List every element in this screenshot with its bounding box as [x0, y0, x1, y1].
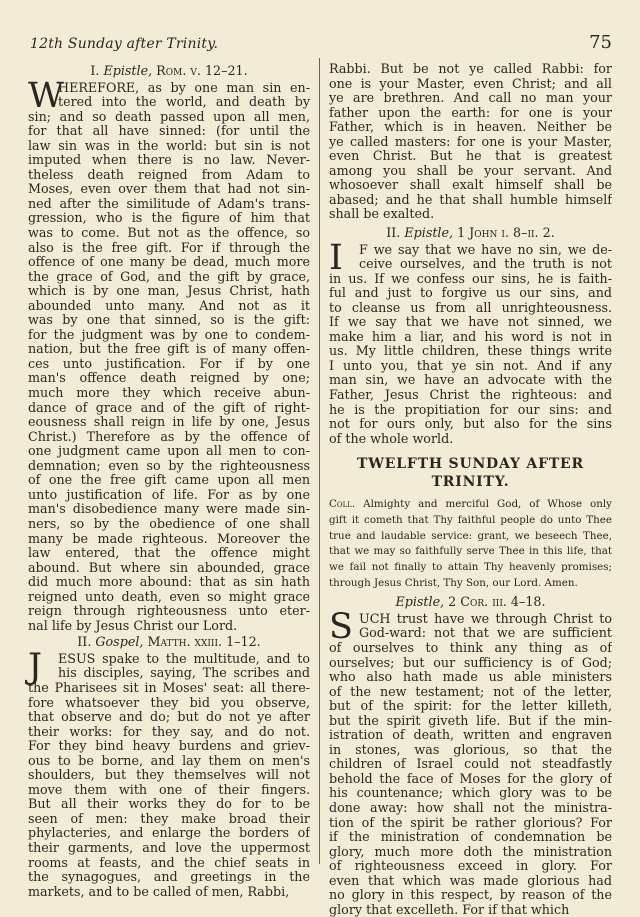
drop-cap: I — [329, 237, 343, 278]
text-line: whosoever shall exalt himself shall be — [329, 178, 612, 193]
column-divider — [319, 58, 320, 864]
text-line: which is by one man, Jesus Christ, hath — [28, 284, 310, 299]
text-line: the Pharisees sit in Moses' seat: all there- — [28, 680, 310, 695]
epistle2-heading — [329, 226, 612, 241]
text-line: dance of grace and of the gift of right- — [28, 400, 310, 415]
epistle3-text — [329, 606, 612, 917]
text-line: man sin, we have an advocate with the — [329, 373, 612, 388]
text-line: for the judgment was by one to condem- — [28, 327, 310, 342]
text-line: many be made righteous. Moreover the — [28, 531, 310, 546]
text-line: unto justification of life. For as by one — [28, 487, 310, 502]
text-line: nation, but the free gift is of many offen- — [28, 342, 310, 357]
text-line: tion of the spirit be rather glorious? For — [329, 815, 612, 830]
text-line: of one the free gift came upon all men — [28, 473, 310, 488]
text-line: demnation; even so by the righteousness — [28, 458, 310, 473]
text-line: sin; and so death passed upon all men, — [28, 109, 310, 124]
text-line: law sin was in the world: but sin is not — [28, 138, 310, 153]
epistle-text — [28, 75, 310, 634]
collect-line: that we may so faithfully serve Thee in this life, that — [329, 545, 612, 558]
text-line: ye called masters: for one is your Master, — [329, 134, 612, 149]
text-line: the grace of God, and the gift by grace, — [28, 269, 310, 284]
text-line: abound. But where sin abounded, grace — [28, 560, 310, 575]
text-line: ye are brethren. And call no man your — [329, 91, 612, 106]
gospel-text — [28, 646, 310, 899]
text-line: of righteousness exceed in glory. For — [329, 859, 612, 874]
collect-text — [329, 497, 612, 591]
text-line: behold the face of Moses for the glory of — [329, 771, 612, 786]
text-line: F we say that we have no sin, we de- — [359, 242, 612, 257]
drop-cap: W — [28, 75, 64, 116]
left-column — [28, 62, 310, 899]
text-line: Rabbi. But be not ye called Rabbi: for — [329, 62, 612, 76]
text-line: in stones, was glorious, so that the — [329, 742, 612, 757]
text-line: Father, which is in heaven. Neither be — [329, 120, 612, 135]
text-line: HEREFORE, as by one man sin en- — [58, 80, 310, 95]
heading-label: Epistle, — [103, 63, 153, 78]
text-line: fore whatsoever they bid you observe, — [28, 695, 310, 710]
gospel-continued-text — [329, 62, 612, 222]
text-line: shall be exalted. — [329, 207, 435, 222]
text-line: glory, much more doth the ministration — [329, 844, 612, 859]
text-line: for that all have sinned: (for until the — [28, 124, 310, 139]
text-line: among you shall be your servant. And — [329, 163, 612, 178]
collect-line: true and laudable service: grant, we beseech Thee, — [329, 529, 612, 542]
text-line: man's disobedience many were made sin- — [28, 502, 310, 517]
collect-line — [329, 497, 612, 513]
running-title: 12th Sunday after Trinity. — [30, 36, 219, 52]
text-line: seen of men: they make broad their — [28, 811, 310, 826]
text-line: one is your Master, even Christ; and all — [329, 76, 612, 91]
text-line: Father, Jesus Christ the righteous: and — [329, 388, 612, 403]
text-line: of ourselves to think any thing as of — [329, 640, 612, 655]
gospel-heading — [28, 635, 310, 650]
text-line: much more they which receive abun- — [28, 386, 310, 401]
text-line: rooms at feasts, and the chief seats in — [28, 855, 310, 870]
heading-number: II. — [77, 634, 92, 650]
text-line: For they bind heavy burdens and griev- — [28, 739, 310, 754]
text-line: but of the spirit: for the letter killeth, — [329, 699, 612, 714]
text-line: if the ministration of condemnation be — [329, 830, 612, 845]
text-line: to cleanse us from all unrighteousness. — [329, 300, 612, 315]
text-line: ners, so by the obedience of one shall — [28, 516, 310, 531]
text-line: he is the propitiation for our sins: and — [329, 402, 612, 417]
text-line: Christ.) Therefore as by the offence of — [28, 429, 310, 444]
page-number: 75 — [589, 32, 612, 53]
text-line: istration of death, written and engraven — [329, 728, 612, 743]
text-line: ces unto justification. For if by one — [28, 356, 310, 371]
text-line: make him a liar, and his word is not in — [329, 329, 612, 344]
text-line: even Christ. But he that is greatest — [329, 149, 612, 164]
heading-label: Epistle, — [395, 594, 445, 610]
text-line: of the whole world. — [329, 431, 454, 446]
text-line: the synagogues, and greetings in the — [28, 870, 310, 885]
text-line: also is the free gift. For if through the — [28, 240, 310, 255]
heading-label: Gospel, — [95, 634, 144, 650]
heading-reference: 2 Cor. iii. 4–18. — [448, 594, 546, 610]
text-line: done away: how shall not the ministra- — [329, 801, 612, 815]
text-line: theless death reigned from Adam to — [28, 167, 310, 182]
text-line: children of Israel could not steadfastly — [329, 757, 612, 772]
running-header — [30, 34, 612, 56]
text-line: was by one that sinned, so is the gift: — [28, 313, 310, 328]
text-line: phylacteries, and enlarge the borders of — [28, 826, 310, 841]
text-line: ned after the similitude of Adam's trans- — [28, 196, 310, 211]
text-line: God-ward: not that we are sufficient — [359, 626, 612, 641]
text-line: glory that excelleth. For if that which — [329, 902, 570, 917]
text-line: his countenance; which glory was to be — [329, 786, 612, 801]
text-line: shoulders, but they themselves will not — [28, 768, 310, 783]
heading-number: I. — [90, 63, 100, 78]
sunday-title: TWELFTH SUNDAY AFTER TRINITY. — [357, 456, 584, 491]
text-line: in us. If we confess our sins, he is faith- — [329, 271, 612, 286]
text-line: law entered, that the offence might — [28, 546, 310, 561]
text-line: But all their works they do for to be — [28, 797, 310, 812]
text-line: move them with one of their fingers. — [28, 782, 310, 797]
text-line: abased; and he that shall humble himself — [329, 192, 612, 207]
text-line: did much more abound: that as sin hath — [28, 575, 310, 590]
text-line: reign through righteousness unto eter- — [28, 604, 310, 619]
text-line: markets, and to be called of men, Rabbi, — [28, 884, 290, 899]
text-line: father upon the earth: for one is your — [329, 105, 612, 120]
text-line: ful and just to forgive us our sins, and — [329, 286, 612, 301]
text-line: of the new testament; not of the letter, — [329, 684, 612, 699]
text-line: ESUS spake to the multitude, and to — [58, 651, 310, 666]
text-line: ourselves; but our sufficiency is of God; — [329, 655, 612, 670]
text-line: reigned unto death, even so might grace — [28, 589, 310, 604]
text-line: who also hath made us able ministers — [329, 670, 612, 685]
text-line: us. My little children, these things write — [329, 344, 612, 359]
collect-line-text: Almighty and merciful God, of Whose only — [363, 498, 612, 511]
text-line: If we say that we have not sinned, we — [329, 315, 612, 330]
text-line: man's offence death reigned by one; — [28, 371, 310, 386]
collect-line: through Jesus Christ, Thy Son, our Lord. Amen. — [329, 576, 578, 589]
text-line: their garments, and love the uppermost — [28, 840, 310, 855]
text-line: that observe and do; but do not ye after — [28, 710, 310, 725]
heading-label: Epistle, — [404, 225, 454, 241]
text-line: I unto you, that ye sin not. And if any — [329, 358, 612, 373]
text-line: eousness shall reign in life by one, Jesus — [28, 415, 310, 430]
text-line: no glory in this respect, by reason of the — [329, 888, 612, 903]
text-line: but the spirit giveth life. But if the min- — [329, 713, 612, 728]
collect-label: Coll. — [329, 498, 356, 511]
drop-cap: S — [329, 606, 353, 647]
drop-cap: J — [28, 646, 43, 687]
text-line: not for ours only, but also for the sins — [329, 417, 612, 432]
text-line: tered into the world, and death by — [58, 95, 310, 110]
text-line: ceive ourselves, and the truth is not — [359, 257, 612, 272]
text-line: imputed when there is no law. Never- — [28, 153, 310, 168]
collect-line: we fail not finally to attain Thy heavenly promises; — [329, 560, 612, 573]
epistle3-heading — [329, 595, 612, 610]
heading-number: II. — [386, 225, 401, 241]
text-line: their works: for they say, and do not. — [28, 724, 310, 739]
epistle2-text — [329, 237, 612, 447]
heading-reference: Rom. v. 12–21. — [156, 63, 248, 78]
text-line: nal life by Jesus Christ our Lord. — [28, 618, 238, 633]
text-line: offence of one many be dead, much more — [28, 255, 310, 270]
text-line: his disciples, saying, The scribes and — [58, 666, 310, 681]
text-line: one judgment came upon all men to con- — [28, 444, 310, 459]
text-line: Moses, even over them that had not sin- — [28, 182, 310, 197]
collect-line: gift it cometh that Thy faithful people do unto Thee — [329, 513, 612, 526]
text-line: was to come. But not as the offence, so — [28, 226, 310, 241]
right-column — [329, 62, 612, 917]
text-line: abounded unto many. And not as it — [28, 298, 310, 313]
heading-reference: 1 John i. 8–ii. 2. — [457, 225, 555, 241]
text-line: even that which was made glorious had — [329, 873, 612, 888]
text-line: UCH trust have we through Christ to — [359, 611, 612, 626]
text-line: ous to be borne, and lay them on men's — [28, 753, 310, 768]
epistle-heading — [28, 64, 310, 79]
heading-reference: Matth. xxiii. 1–12. — [147, 634, 261, 650]
text-line: gression, who is the figure of him that — [28, 211, 310, 226]
